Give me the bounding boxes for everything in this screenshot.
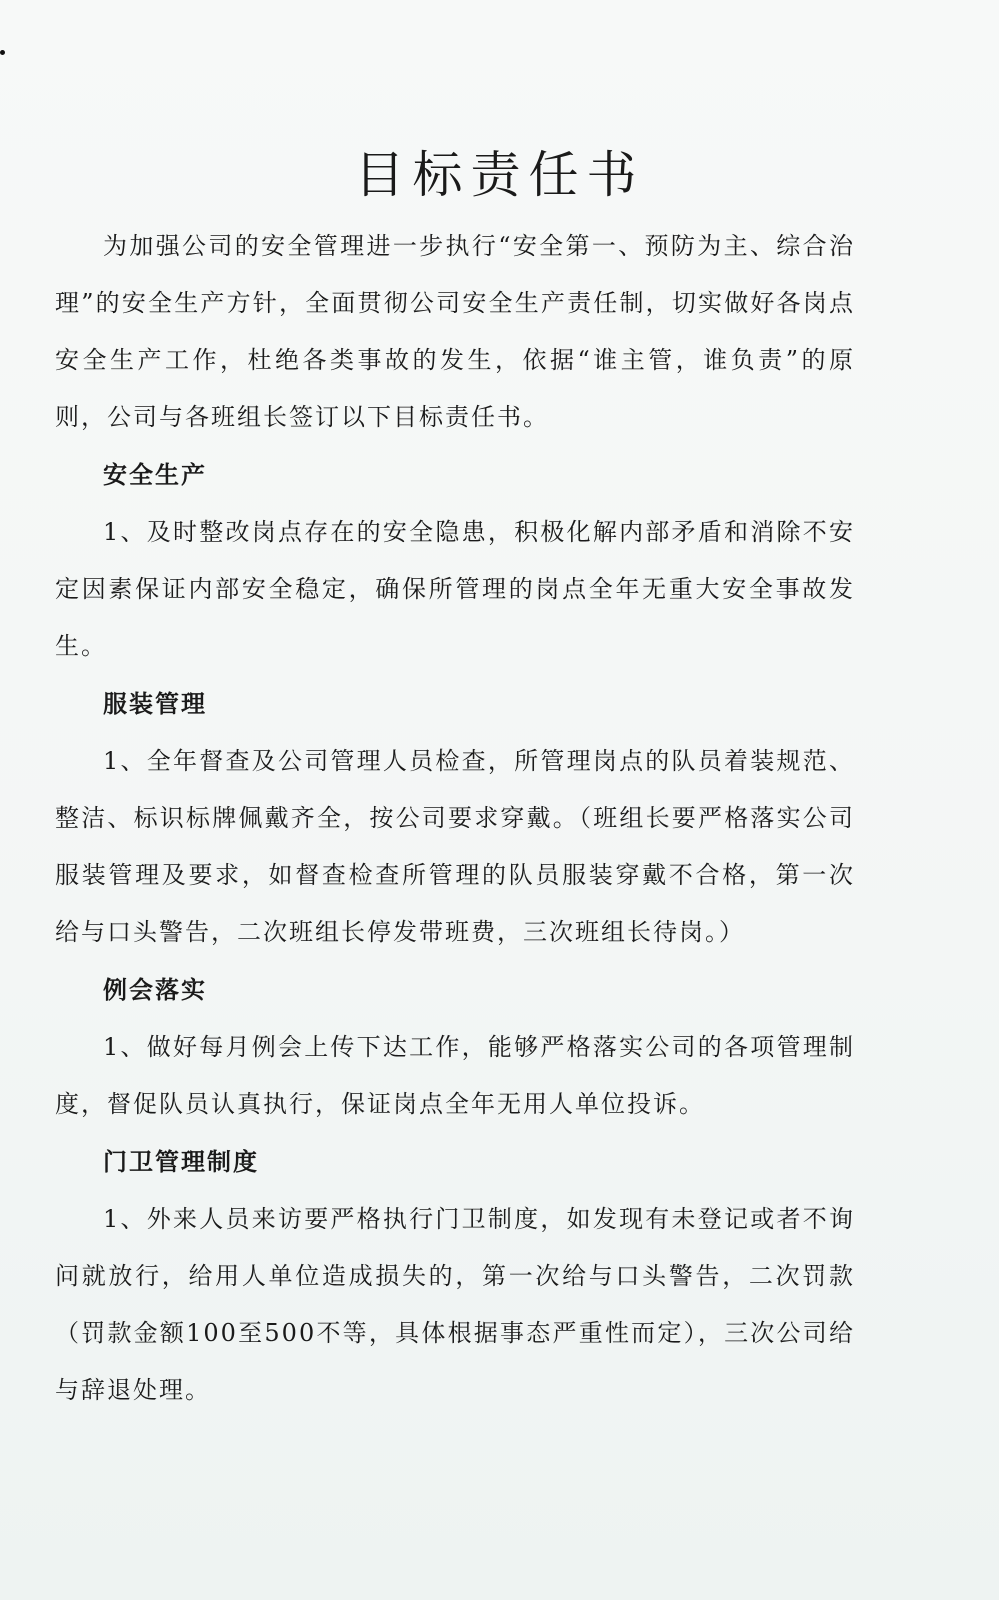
section-body-safety-production: 1、及时整改岗点存在的安全隐患，积极化解内部矛盾和消除不安定因素保证内部安全稳定，确保所管理的岗点全年无重大安全事故发生。	[55, 518, 855, 660]
intro-paragraph: 为加强公司的安全管理进一步执行“安全第一、预防为主、综合治理”的安全生产方针，全面贯彻公司安全生产责任制，切实做好各岗点安全生产工作，杜绝各类事故的发生，依据“谁主管，谁负责”的原则，公司与各班组长签订以下目标责任书。	[55, 232, 855, 431]
section-heading-meeting-implementation: 例会落实	[103, 975, 207, 1004]
document-body	[55, 218, 855, 1419]
section-body-gate-management: 1、外来人员来访要严格执行门卫制度，如发现有未登记或者不询问就放行，给用人单位造成损失的，第一次给与口头警告，二次罚款（罚款金额100至500不等，具体根据事态严重性而定），三次公司给与辞退处理。	[55, 1205, 855, 1404]
scan-speck	[0, 50, 5, 55]
section-body-meeting-implementation: 1、做好每月例会上传下达工作，能够严格落实公司的各项管理制度，督促队员认真执行，保证岗点全年无用人单位投诉。	[55, 1033, 855, 1118]
page-title: 目标责任书	[354, 146, 645, 204]
section-body-uniform-management: 1、全年督查及公司管理人员检查，所管理岗点的队员着装规范、整洁、标识标牌佩戴齐全，按公司要求穿戴。（班组长要严格落实公司服装管理及要求，如督查检查所管理的队员服装穿戴不合格，第一次给与口头警告，二次班组长停发带班费，三次班组长待岗。）	[55, 747, 855, 946]
section-heading-safety-production: 安全生产	[103, 460, 207, 489]
section-heading-uniform-management: 服装管理	[103, 689, 207, 718]
section-heading-gate-management: 门卫管理制度	[103, 1147, 259, 1176]
